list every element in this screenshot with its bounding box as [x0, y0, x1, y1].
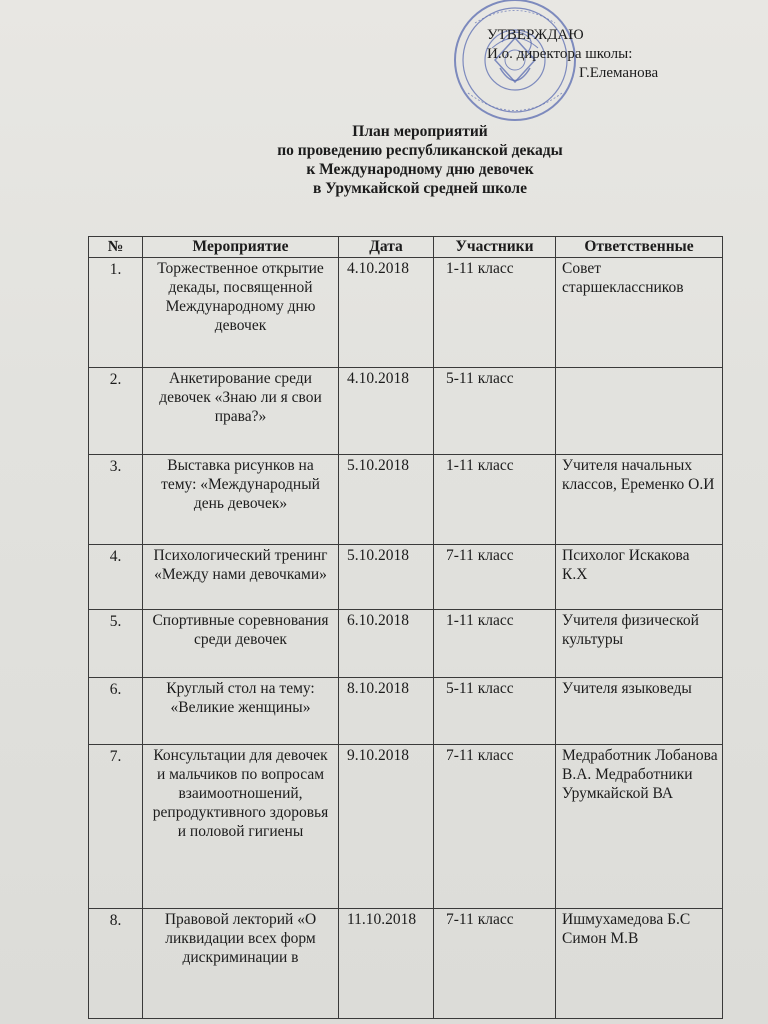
row-event: Психологический тренинг «Между нами девочками»	[143, 545, 339, 610]
row-participants: 5-11 класс	[434, 368, 556, 455]
row-responsible: Ишмухамедова Б.С Симон М.В	[556, 909, 723, 1019]
title-line-4: в Урумкайской средней школе	[313, 180, 527, 197]
title-line-3: к Международному дню девочек	[306, 161, 534, 178]
row-number: 4.	[89, 545, 143, 610]
row-date: 5.10.2018	[339, 545, 434, 610]
row-date: 9.10.2018	[339, 745, 434, 909]
row-date: 4.10.2018	[339, 258, 434, 368]
header-date: Дата	[339, 237, 434, 258]
header-responsible: Ответственные	[556, 237, 723, 258]
table-row	[89, 745, 723, 909]
row-event: Правовой лекторий «О ликвидации всех форм дискриминации в	[143, 909, 339, 1019]
row-date: 6.10.2018	[339, 610, 434, 678]
row-event: Круглый стол на тему: «Великие женщины»	[143, 678, 339, 745]
approval-name: Г.Елеманова	[579, 65, 659, 81]
approval-block	[487, 26, 747, 83]
header-number: №	[89, 237, 143, 258]
row-event: Консультации для девочек и мальчиков по вопросам взаимоотношений, репродуктивного здоровья и половой гигиены	[143, 745, 339, 909]
table-row	[89, 909, 723, 1019]
table-row	[89, 258, 723, 368]
row-number: 5.	[89, 610, 143, 678]
row-responsible	[556, 368, 723, 455]
approval-title: УТВЕРЖДАЮ	[487, 27, 584, 43]
row-participants: 7-11 класс	[434, 545, 556, 610]
row-responsible: Совет старшеклассников	[556, 258, 723, 368]
row-responsible: Учителя физической культуры	[556, 610, 723, 678]
row-participants: 1-11 класс	[434, 258, 556, 368]
title-line-1: План мероприятий	[352, 123, 488, 140]
row-number: 6.	[89, 678, 143, 745]
table-header-row	[89, 237, 723, 258]
table-row	[89, 368, 723, 455]
row-participants: 1-11 класс	[434, 610, 556, 678]
row-number: 3.	[89, 455, 143, 545]
row-responsible: Учителя начальных классов, Еременко О.И	[556, 455, 723, 545]
row-number: 2.	[89, 368, 143, 455]
row-responsible: Учителя языковеды	[556, 678, 723, 745]
row-date: 4.10.2018	[339, 368, 434, 455]
row-number: 7.	[89, 745, 143, 909]
row-date: 11.10.2018	[339, 909, 434, 1019]
row-number: 1.	[89, 258, 143, 368]
table-row	[89, 545, 723, 610]
row-number: 8.	[89, 909, 143, 1019]
title-line-2: по проведению республиканской декады	[277, 142, 563, 159]
approval-position: И.о. директора школы:	[487, 46, 633, 62]
row-participants: 1-11 класс	[434, 455, 556, 545]
row-date: 8.10.2018	[339, 678, 434, 745]
row-responsible: Психолог Искакова К.Х	[556, 545, 723, 610]
table-row	[89, 678, 723, 745]
row-responsible: Медработник Лобанова В.А. Медработники Урумкайской ВА	[556, 745, 723, 909]
table-row	[89, 610, 723, 678]
row-event: Анкетирование среди девочек «Знаю ли я свои права?»	[143, 368, 339, 455]
row-event: Спортивные соревнования среди девочек	[143, 610, 339, 678]
row-event: Торжественное открытие декады, посвященной Международному дню девочек	[143, 258, 339, 368]
row-event: Выставка рисунков на тему: «Международный день девочек»	[143, 455, 339, 545]
header-participants: Участники	[434, 237, 556, 258]
table-row	[89, 455, 723, 545]
row-participants: 7-11 класс	[434, 745, 556, 909]
document-title	[230, 122, 610, 198]
row-participants: 5-11 класс	[434, 678, 556, 745]
row-participants: 7-11 класс	[434, 909, 556, 1019]
row-date: 5.10.2018	[339, 455, 434, 545]
header-event: Мероприятие	[143, 237, 339, 258]
events-table	[88, 236, 723, 1019]
